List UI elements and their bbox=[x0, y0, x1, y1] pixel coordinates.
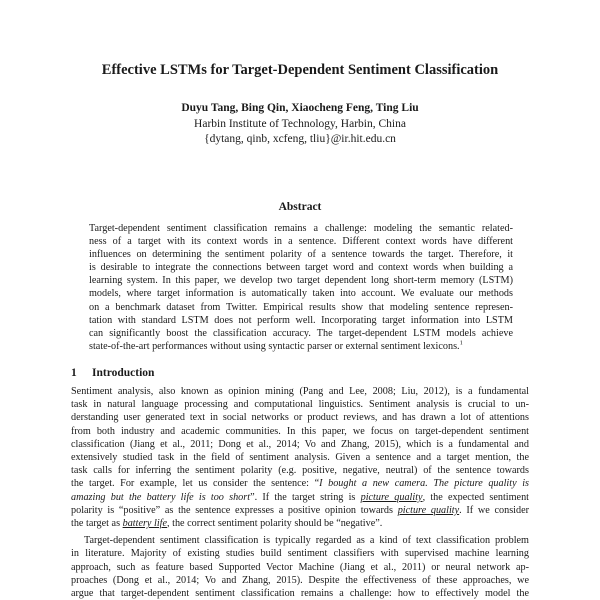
affiliation: Harbin Institute of Technology, Harbin, China bbox=[194, 118, 406, 130]
abstract-heading: Abstract bbox=[278, 201, 322, 213]
paper-title: Effective LSTMs for Target-Dependent Sentiment Classification bbox=[101, 62, 499, 78]
body-text-run: . If we consider bbox=[459, 504, 529, 516]
abstract-line: can significantly boost the classification accuracy. The target-dependent LSTM models achieve bbox=[89, 327, 513, 339]
target-mention: picture quality bbox=[360, 491, 423, 503]
abstract-line: tation with standard LSTM does not perform well. Incorporating target information into LSTM bbox=[89, 314, 513, 326]
introduction-body bbox=[71, 385, 529, 600]
body-line: proaches (Dong et al., 2014; Vo and Zhang, 2015). Despite the effectiveness of these approaches, we bbox=[71, 574, 529, 586]
abstract-line: models, where target information is automatically taken into account. We evaluate our methods bbox=[89, 288, 513, 300]
body-line: argue that target-dependent sentiment classification remains a challenge: how to effectively model the bbox=[71, 588, 529, 600]
body-line: derstanding user generated text in social networks or product reviews, and has drawn a lot of attentions bbox=[71, 412, 529, 424]
abstract-line: learning system. In this paper, we develop two target dependent long short-term memory (LSTM) bbox=[89, 275, 513, 287]
body-line: from both industry and academic communities. In this paper, we focus on target-dependent sentiment bbox=[71, 425, 529, 437]
body-line: classification (Jiang et al., 2011; Dong et al., 2014; Vo and Zhang, 2015), which is a fundamental and bbox=[71, 438, 529, 450]
author-list: Duyu Tang, Bing Qin, Xiaocheng Feng, Ting Liu bbox=[181, 102, 419, 114]
body-line: task calls for inferring the sentiment polarity (e.g. positive, negative, neutral) of the sentence towards bbox=[71, 465, 529, 477]
body-line: approach, such as feature based Supported Vector Machine (Jiang et al., 2011) or neural network ap- bbox=[71, 561, 529, 573]
body-text-run: , the correct sentiment polarity should be “negative”. bbox=[167, 518, 383, 530]
body-text-run: , the expected sentiment bbox=[422, 491, 529, 503]
abstract-line: is desirable to integrate the connections between target word and context words when building a bbox=[89, 262, 513, 274]
body-line bbox=[71, 491, 529, 504]
abstract-last-line bbox=[89, 340, 513, 353]
footnote-marker: 1 bbox=[459, 339, 463, 347]
body-text-run: ”. If the target string is bbox=[250, 491, 361, 503]
example-sentence: amazing but the battery life is too short bbox=[71, 491, 251, 503]
body-line bbox=[71, 517, 529, 530]
author-emails: {dytang, qinb, xcfeng, tliu}@ir.hit.edu.cn bbox=[204, 133, 396, 145]
example-sentence: I bought a new camera. The picture quality is bbox=[319, 478, 529, 490]
body-line: Sentiment analysis, also known as opinion mining (Pang and Lee, 2008; Liu, 2012), is a fundamental bbox=[71, 386, 529, 397]
abstract-text bbox=[89, 222, 513, 353]
abstract-line-text: state-of-the-art performances without using syntactic parser or external sentiment lexicons. bbox=[89, 340, 460, 352]
abstract-line: on a benchmark dataset from Twitter. Empirical results show that modeling sentence represen- bbox=[89, 301, 513, 313]
body-line bbox=[71, 504, 529, 517]
body-text-run: the target as bbox=[71, 518, 123, 530]
body-line: Target-dependent sentiment classification is typically regarded as a kind of text classification problem bbox=[84, 535, 529, 547]
body-line bbox=[71, 477, 529, 490]
abstract-line: Target-dependent sentiment classification remains a challenge: modeling the semantic related- bbox=[89, 223, 513, 234]
section-title: Introduction bbox=[92, 367, 155, 379]
body-text-run: polarity is “positive” as the sentence expresses a positive opinion towards bbox=[71, 504, 398, 516]
body-text-run: the target. For example, let us consider the sentence: “ bbox=[71, 478, 320, 490]
section-number: 1 bbox=[71, 367, 77, 379]
abstract-line: influences on determining the sentiment polarity of a sentence towards the target. Therefore, it bbox=[89, 249, 513, 261]
abstract-line: ness of a target with its context words in a sentence. Different context words have different bbox=[89, 236, 513, 248]
target-mention: picture quality bbox=[397, 504, 460, 516]
target-mention: battery life bbox=[122, 518, 168, 530]
body-line: task in natural language processing and computational linguistics. Sentiment analysis is crucial to un- bbox=[71, 399, 529, 411]
section-heading-introduction bbox=[71, 366, 154, 381]
body-line: extensively studied task in the field of sentiment analysis. Given a sentence and a target mention, the bbox=[71, 452, 529, 464]
body-line: in literature. Majority of existing studies build sentiment classifiers with supervised machine learning bbox=[71, 548, 529, 560]
